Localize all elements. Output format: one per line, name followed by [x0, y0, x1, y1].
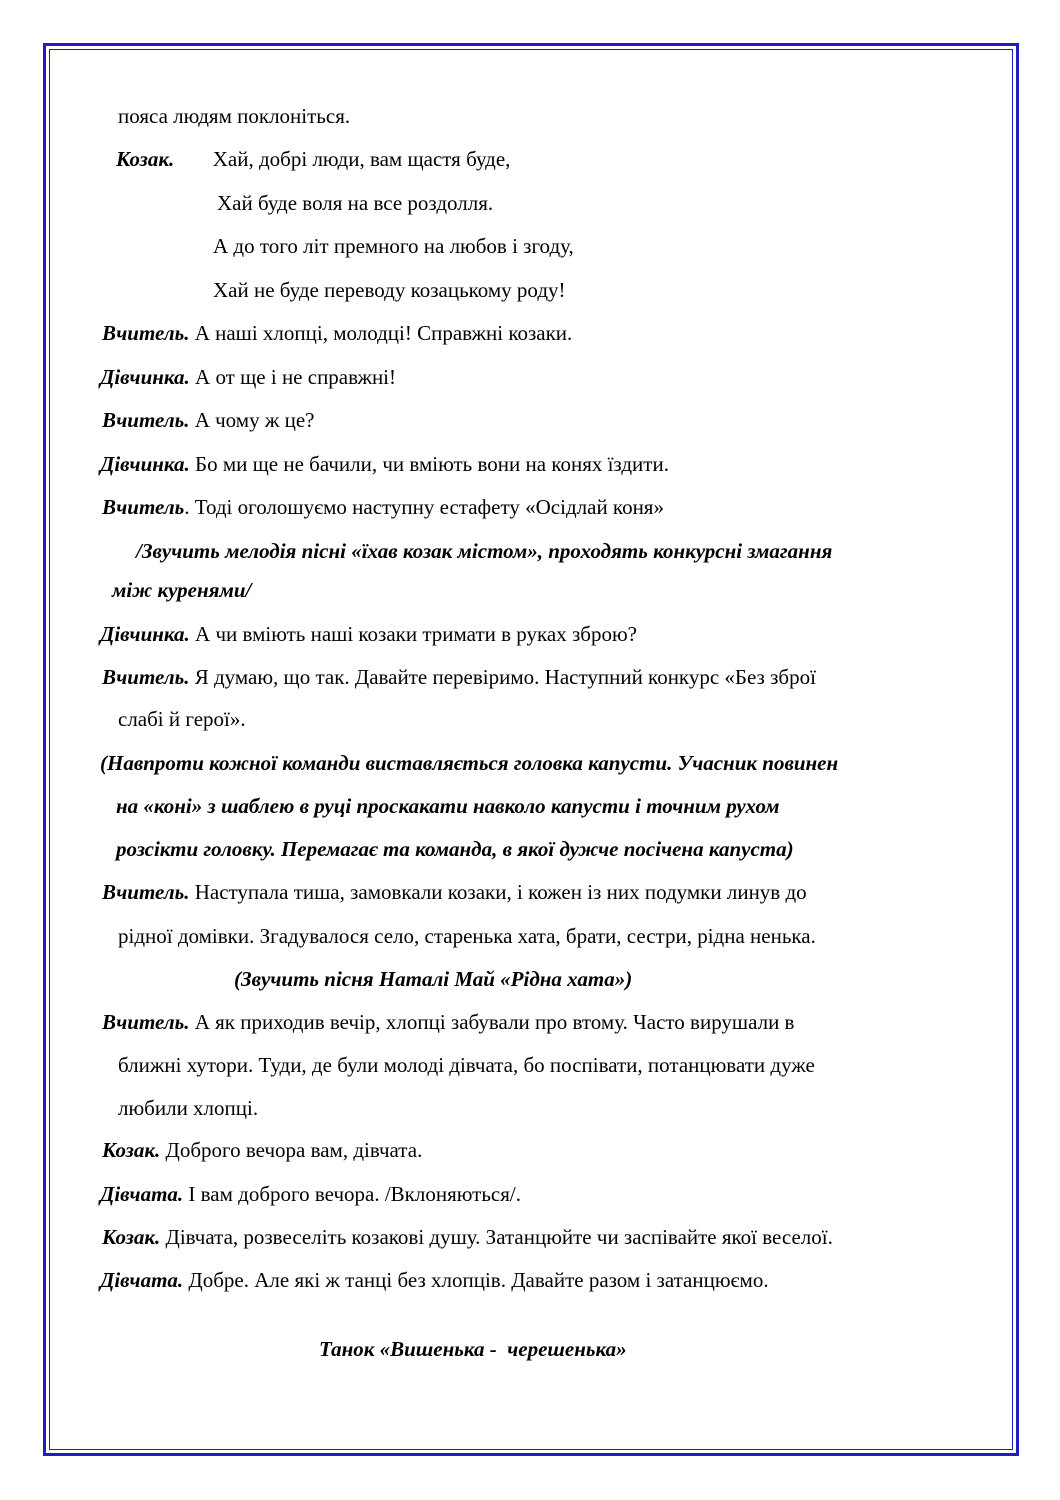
text-line: слабі й герої». — [118, 707, 246, 731]
dialogue-text: Доброго вечора вам, дівчата. — [165, 1138, 423, 1162]
dialogue-line — [102, 407, 314, 433]
verse-line: А до того літ премного на любов і згоду, — [213, 234, 574, 258]
speaker-label: Дівчата. — [100, 1268, 184, 1292]
text-line: рідної домівки. Згадувалося село, старенька хата, брати, сестри, рідна ненька. — [118, 924, 816, 948]
dialogue-line — [102, 320, 572, 346]
dialogue-text: А от ще і не справжні! — [195, 365, 397, 389]
stage-direction: розсікти головку. Перемагає та команда, в якої дужче посічена капуста) — [116, 837, 794, 861]
dialogue-line — [100, 1181, 521, 1207]
verse-line: Хай буде воля на все роздолля. — [217, 191, 494, 215]
speaker-label: Вчитель. — [102, 321, 190, 345]
stage-direction: (Звучить пісня Наталі Май «Рідна хата») — [234, 967, 633, 991]
stage-direction: на «коні» з шаблею в руці проскакати навколо капусти і точним рухом — [116, 794, 780, 818]
speaker-label: Вчитель. — [102, 665, 190, 689]
stage-direction: (Навпроти кожної команди виставляється головка капусти. Учасник повинен — [100, 751, 839, 775]
dialogue-text: Наступала тиша, замовкали козаки, і кожен із них подумки линув до — [194, 880, 807, 904]
text-line: пояса людям поклоніться. — [118, 104, 351, 128]
text-line: ближні хутори. Туди, де були молоді дівчата, бо поспівати, потанцювати дуже — [118, 1053, 815, 1077]
dialogue-text: А як приходив вечір, хлопці забували про втому. Часто вирушали в — [194, 1010, 795, 1034]
speaker-label: Вчитель. — [102, 408, 190, 432]
dialogue-line — [100, 364, 396, 390]
speaker-label: Вчитель. — [102, 880, 190, 904]
stage-direction: /Звучить мелодія пісні «їхав козак містом», проходять конкурсні змагання — [136, 539, 833, 563]
dialogue-line — [100, 451, 669, 477]
dialogue-text: А наші хлопці, молодці! Справжні козаки. — [194, 321, 573, 345]
speaker-label: Дівчата. — [100, 1182, 184, 1206]
text-line: любили хлопці. — [118, 1096, 259, 1120]
dialogue-text: Я думаю, що так. Давайте перевіримо. Наступний конкурс «Без зброї — [194, 665, 816, 689]
dance-title: Танок «Вишенька - черешенька» — [319, 1337, 627, 1361]
dialogue-line — [100, 621, 637, 647]
verse-text: Хай, добрі люди, вам щастя буде, — [212, 147, 511, 171]
dialogue-line — [102, 494, 664, 520]
dialogue-text: Бо ми ще не бачили, чи вміють вони на конях їздити. — [195, 452, 669, 476]
speaker-label: Дівчинка. — [100, 365, 190, 389]
speaker-label: Козак. — [102, 1225, 161, 1249]
dialogue-text: Добре. Але які ж танці без хлопців. Давайте разом і затанцюємо. — [188, 1268, 769, 1292]
dialogue-line — [102, 1009, 794, 1035]
dialogue-line — [102, 664, 816, 690]
dialogue-text: А чому ж це? — [194, 408, 315, 432]
verse-line: Хай не буде переводу козацькому роду! — [213, 278, 566, 302]
dialogue-text: А чи вміють наші козаки тримати в руках зброю? — [195, 622, 637, 646]
stage-direction: між куренями/ — [112, 578, 252, 602]
speaker-label: Козак. — [116, 147, 175, 171]
dialogue-line — [102, 879, 807, 905]
speaker-label: Вчитель. — [102, 1010, 190, 1034]
speaker-label: Вчитель — [102, 495, 185, 519]
dialogue-text: І вам доброго вечора. /Вклоняються/. — [188, 1182, 521, 1206]
dialogue-line — [116, 146, 510, 172]
dialogue-line — [100, 1267, 769, 1293]
dialogue-text: Дівчата, розвеселіть козакові душу. Затанцюйте чи заспівайте якої веселої. — [165, 1225, 833, 1249]
dialogue-line — [102, 1224, 833, 1250]
dialogue-text: . Тоді оголошуємо наступну естафету «Осідлай коня» — [184, 495, 664, 519]
dialogue-line — [102, 1137, 422, 1163]
speaker-label: Козак. — [102, 1138, 161, 1162]
speaker-label: Дівчинка. — [100, 452, 190, 476]
speaker-label: Дівчинка. — [100, 622, 190, 646]
